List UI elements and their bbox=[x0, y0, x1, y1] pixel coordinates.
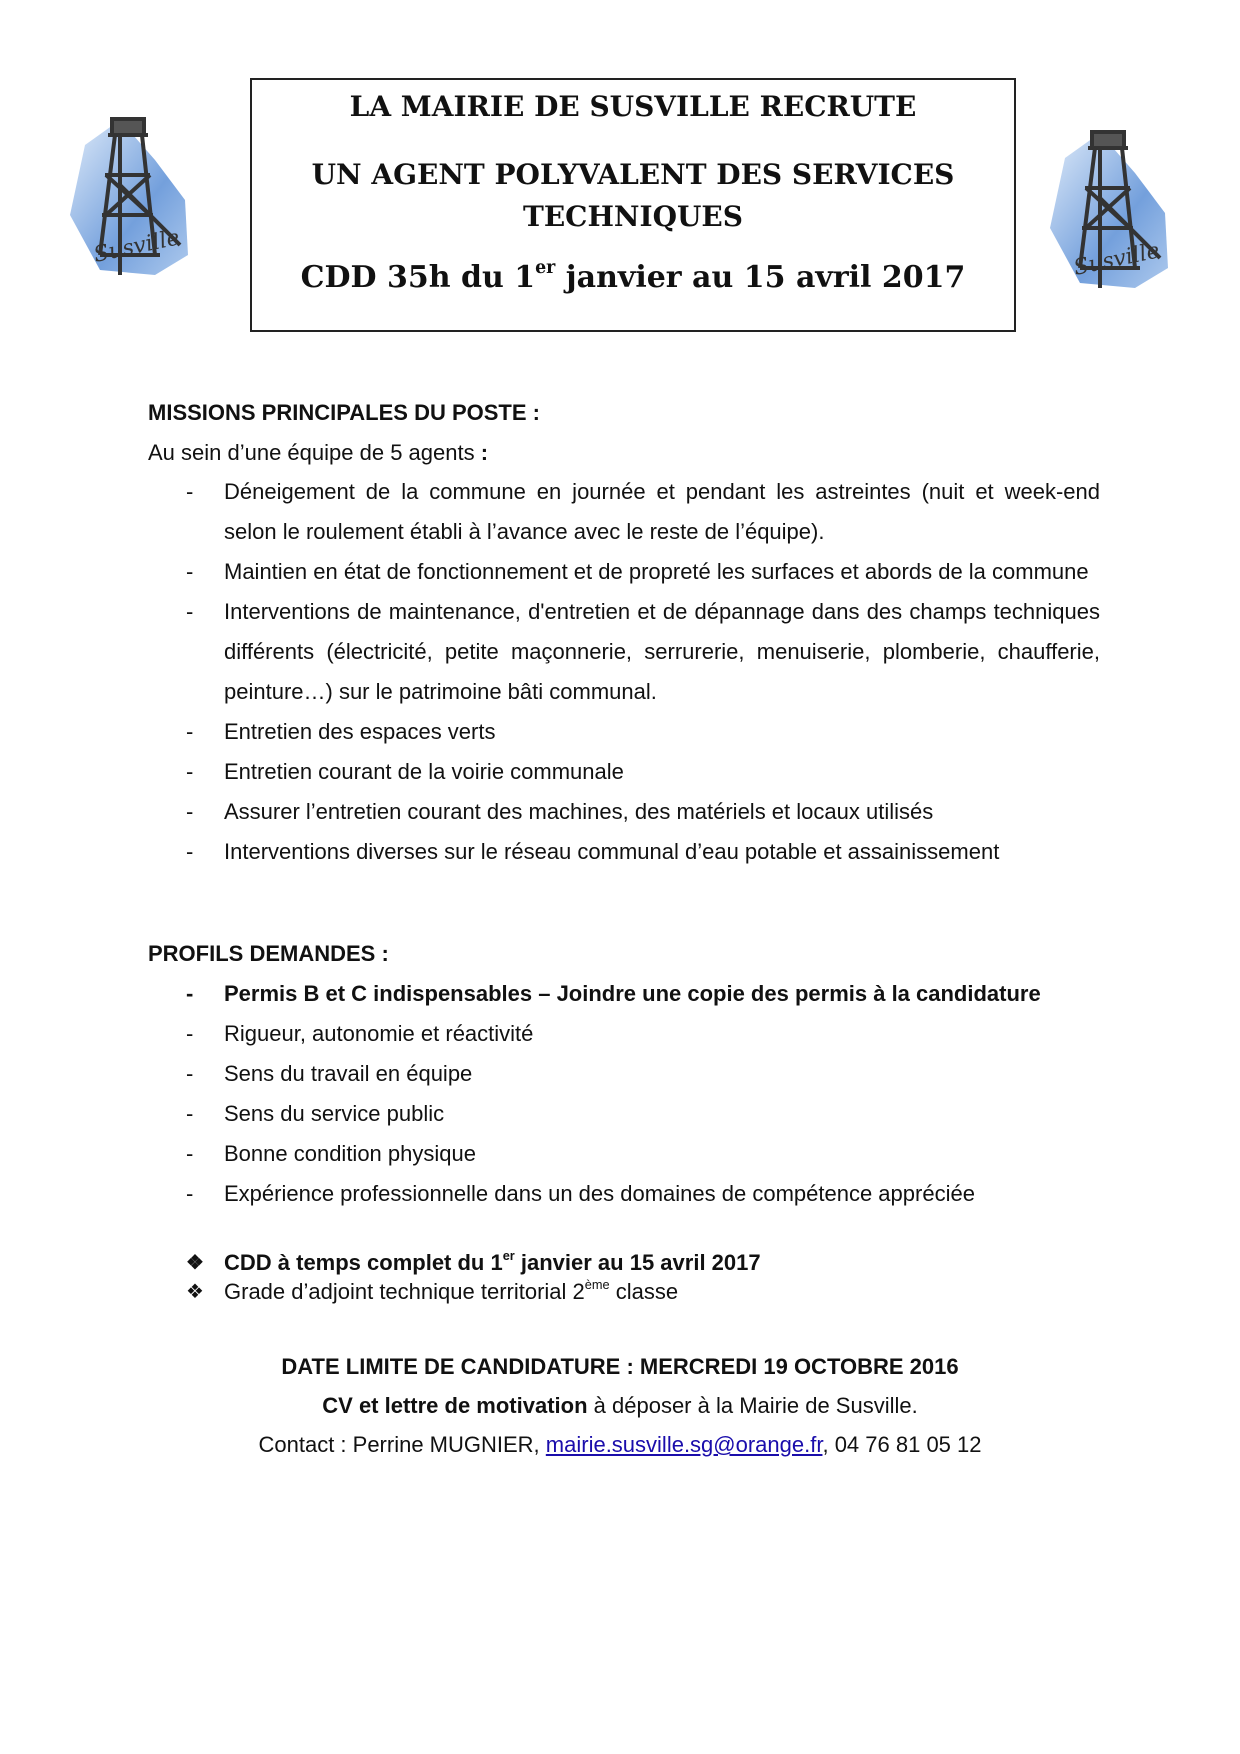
dash-bullet: - bbox=[186, 759, 194, 784]
mine-tower-logo-icon bbox=[60, 105, 200, 305]
title-line-1: LA MAIRIE DE SUSVILLE RECRUTE bbox=[349, 90, 917, 123]
contract-sup: er bbox=[535, 258, 556, 279]
missions-intro bbox=[148, 440, 488, 466]
list-item: - Interventions diverses sur le réseau communal d’eau potable et assainissement bbox=[148, 832, 1100, 872]
list-item: - Entretien des espaces verts bbox=[148, 712, 1100, 752]
title-line-2 bbox=[252, 154, 1014, 238]
contract-post: janvier au 15 avril 2017 bbox=[555, 260, 966, 295]
dash-bullet: - bbox=[186, 839, 194, 864]
missions-intro-text: Au sein d’une équipe de 5 agents bbox=[148, 440, 481, 465]
dash-bullet: - bbox=[186, 719, 194, 744]
dash-bullet: - bbox=[186, 1141, 194, 1166]
missions-heading: MISSIONS PRINCIPALES DU POSTE : bbox=[148, 400, 540, 425]
dash-bullet: - bbox=[186, 981, 194, 1006]
susville-logo-left bbox=[60, 105, 200, 305]
list-item: - Sens du service public bbox=[148, 1094, 1100, 1134]
list-item: - Permis B et C indispensables – Joindre une copie des permis à la candidature bbox=[148, 974, 1100, 1014]
logo-text: Susville bbox=[1071, 238, 1162, 281]
list-item: - Interventions de maintenance, d'entretien et de dépannage dans des champs techniques différents (électricité, petite maçonnerie, serrurerie, menuiserie, plomberie, chaufferie, peinture…) sur le patrimoine bâti communal. bbox=[148, 592, 1100, 712]
dash-bullet: - bbox=[186, 1061, 194, 1086]
list-item: - Entretien courant de la voirie communale bbox=[148, 752, 1100, 792]
dash-bullet: - bbox=[186, 1101, 194, 1126]
contact-line bbox=[0, 1432, 1240, 1458]
conditions-list bbox=[148, 1248, 1100, 1306]
list-item: - Bonne condition physique bbox=[148, 1134, 1100, 1174]
missions-intro-colon: : bbox=[480, 440, 489, 465]
list-item: ❖ CDD à temps complet du 1er janvier au 15 avril 2017 bbox=[148, 1248, 1100, 1278]
contact-phone: , 04 76 81 05 12 bbox=[822, 1432, 982, 1457]
diamond-bullet-icon: ❖ bbox=[186, 1252, 204, 1274]
susville-logo-right bbox=[1040, 118, 1180, 318]
profils-heading: PROFILS DEMANDES : bbox=[148, 941, 389, 966]
cv-instructions bbox=[0, 1393, 1240, 1419]
list-item: - Assurer l’entretien courant des machines, des matériels et locaux utilisés bbox=[148, 792, 1100, 832]
list-item: - Rigueur, autonomie et réactivité bbox=[148, 1014, 1100, 1054]
dash-bullet: - bbox=[186, 599, 194, 624]
contract-pre: CDD 35h du 1 bbox=[300, 260, 536, 295]
dash-bullet: - bbox=[186, 799, 194, 824]
title-line-2b: TECHNIQUES bbox=[523, 200, 743, 233]
cv-rest: à déposer à la Mairie de Susville. bbox=[587, 1393, 918, 1418]
dash-bullet: - bbox=[186, 559, 194, 584]
list-item: - Maintien en état de fonctionnement et de propreté les surfaces et abords de la commune bbox=[148, 552, 1100, 592]
logo-text: Susville bbox=[91, 225, 182, 268]
title-line-2a: UN AGENT POLYVALENT DES SERVICES bbox=[311, 158, 955, 191]
missions-list bbox=[148, 472, 1100, 872]
contact-name: Contact : Perrine MUGNIER, bbox=[258, 1432, 546, 1457]
deadline: DATE LIMITE DE CANDIDATURE : MERCREDI 19 OCTOBRE 2016 bbox=[281, 1354, 959, 1379]
list-item: - Déneigement de la commune en journée et pendant les astreintes (nuit et week-end selon le roulement établi à l’avance avec le reste de l’équipe). bbox=[148, 472, 1100, 552]
mine-tower-logo-icon bbox=[1040, 118, 1180, 318]
diamond-bullet-icon: ❖ bbox=[186, 1281, 204, 1303]
profils-list bbox=[148, 974, 1100, 1214]
list-item: - Expérience professionnelle dans un des domaines de compétence appréciée bbox=[148, 1174, 1100, 1214]
list-item: ❖ Grade d’adjoint technique territorial 2ème classe bbox=[186, 1276, 679, 1304]
dash-bullet: - bbox=[186, 1021, 194, 1046]
list-item: - Sens du travail en équipe bbox=[148, 1054, 1100, 1094]
email-link[interactable]: mairie.susville.sg@orange.fr bbox=[545, 1432, 823, 1457]
dash-bullet: - bbox=[186, 1181, 194, 1206]
dash-bullet: - bbox=[186, 479, 194, 504]
title-line-3 bbox=[252, 260, 1014, 295]
title-box bbox=[250, 78, 1016, 332]
cv-bold: CV et lettre de motivation bbox=[322, 1393, 588, 1418]
